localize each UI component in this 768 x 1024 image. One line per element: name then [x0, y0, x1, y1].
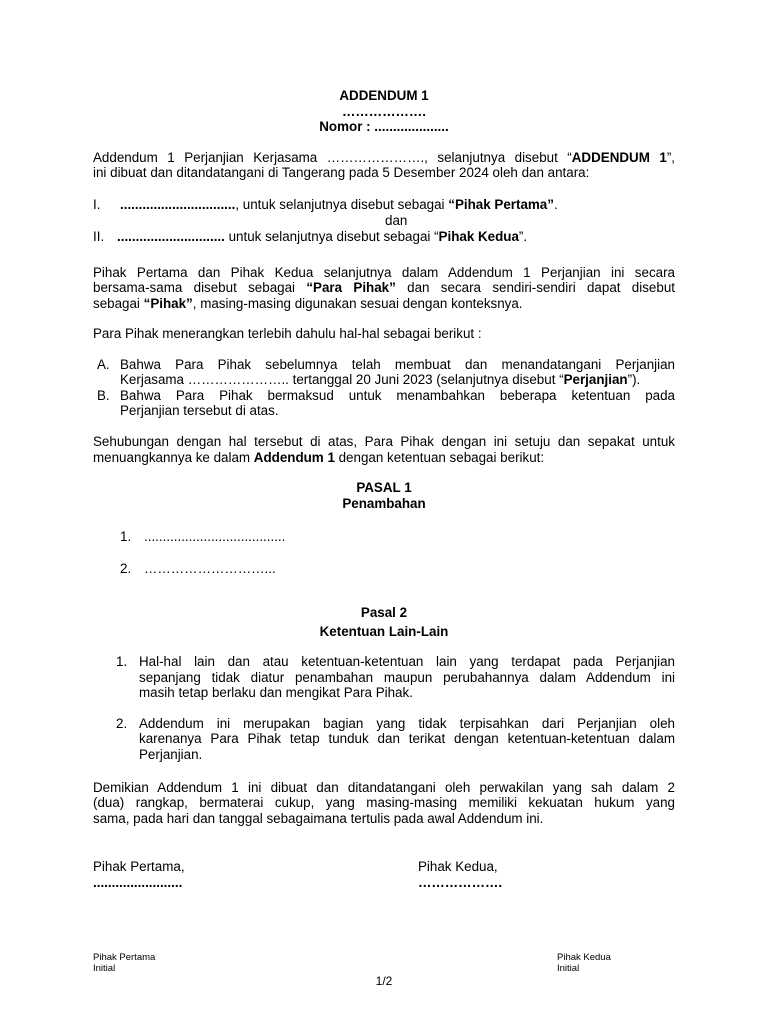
pasal-1-subtitle: Penambahan [342, 496, 426, 511]
recital-a-line-2: Kerjasama ………………….. tertanggal 20 Juni 2023 (selanjutnya disebut “Perjanjian”). [120, 372, 641, 387]
pasal-2-item-1-line-1: Hal-hal lain dan atau ketentuan-ketentuan lain yang terdapat pada Perjanjian [139, 654, 675, 669]
recital-a-line-1: Bahwa Para Pihak sebelumnya telah membuat dan menandatangani Perjanjian [120, 357, 675, 372]
recital-b-label: B. [97, 388, 110, 403]
signature-right-label: Pihak Kedua, [418, 859, 498, 874]
pasal-1-title: PASAL 1 [356, 480, 412, 495]
para-pihak-line-1: Pihak Pertama dan Pihak Kedua selanjutnya dalam Addendum 1 Perjanjian ini secara [93, 265, 675, 280]
signature-left-name: ........................ [93, 875, 183, 890]
pasal-2-item-2-number: 2. [116, 716, 128, 731]
pasal-2-item-1-number: 1. [116, 654, 128, 669]
recital-a-label: A. [97, 357, 110, 372]
party-second: ............................. untuk selanjutnya disebut sebagai “Pihak Kedua”. [117, 229, 528, 244]
pasal-2-item-2-line-2: karenanya Para Pihak tetap tunduk dan terikat dengan ketentuan-ketentuan dalam [139, 731, 675, 746]
signature-right-name: ………………. [418, 875, 503, 890]
closing-line-3: sama, pada hari dan tanggal sebagaimana tertulis pada awal Addendum ini. [93, 811, 544, 826]
agreement-line-1: Sehubungan dengan hal tersebut di atas, Para Pihak dengan ini setuju dan sepakat untuk [93, 434, 675, 449]
party-first: ..............................., untuk selanjutnya disebut sebagai “Pihak Pertama”. [120, 197, 558, 212]
party-and: dan [385, 213, 408, 228]
pasal-1-item-1-text: ...................................... [144, 529, 286, 544]
page-number: 1/2 [375, 974, 393, 988]
closing-line-2: (dua) rangkap, bermaterai cukup, yang masing-masing memiliki kekuatan hukum yang [93, 795, 675, 810]
pasal-2-item-2-line-1: Addendum ini merupakan bagian yang tidak terpisahkan dari Perjanjian oleh [139, 716, 675, 731]
footer-left-initial: Initial [93, 963, 116, 974]
para-pihak-line-3: sebagai “Pihak”, masing-masing digunakan sesuai dengan konteksnya. [93, 296, 523, 311]
pasal-1-item-1-number: 1. [120, 529, 132, 544]
footer-right-party: Pihak Kedua [557, 952, 611, 963]
pasal-2-item-1-line-3: masih tetap berlaku dan mengikat Para Pihak. [139, 685, 413, 700]
pasal-2-item-2-line-3: Perjanjian. [139, 747, 203, 762]
intro-line-1: Addendum 1 Perjanjian Kerjasama …………………., selanjutnya disebut “ADDENDUM 1”, [93, 150, 675, 165]
pasal-2-title: Pasal 2 [360, 605, 408, 620]
recital-b-line-2: Perjanjian tersebut di atas. [120, 403, 279, 418]
footer-right-initial: Initial [557, 963, 580, 974]
document-title: ADDENDUM 1 [339, 88, 429, 103]
agreement-line-2: menuangkannya ke dalam Addendum 1 dengan ketentuan sebagai berikut: [93, 450, 545, 465]
party-first-number: I. [93, 197, 101, 212]
document-number: Nomor : .................... [319, 119, 449, 134]
pasal-1-item-2-text: ………………………... [144, 561, 276, 576]
pasal-2-item-1-line-2: sepanjang tidak diatur penambahan maupun perubahannya dalam Addendum ini [139, 670, 675, 685]
closing-line-1: Demikian Addendum 1 ini dibuat dan ditandatangani oleh perwakilan yang sah dalam 2 [93, 780, 675, 795]
para-pihak-line-2: bersama-sama disebut sebagai “Para Pihak” dan secara sendiri-sendiri dapat disebut [93, 280, 675, 295]
party-second-number: II. [93, 229, 105, 244]
signature-left-label: Pihak Pertama, [93, 859, 185, 874]
pasal-1-item-2-number: 2. [120, 561, 132, 576]
recital-b-line-1: Bahwa Para Pihak bermaksud untuk menambahkan beberapa ketentuan pada [120, 388, 675, 403]
footer-left-party: Pihak Pertama [93, 952, 156, 963]
recital-intro: Para Pihak menerangkan terlebih dahulu hal-hal sebagai berikut : [93, 326, 482, 341]
document-subtitle-dots: ………………. [341, 104, 427, 119]
intro-line-2: ini dibuat dan ditandatangani di Tangerang pada 5 Desember 2024 oleh dan antara: [93, 165, 590, 180]
pasal-2-subtitle: Ketentuan Lain-Lain [319, 624, 449, 639]
